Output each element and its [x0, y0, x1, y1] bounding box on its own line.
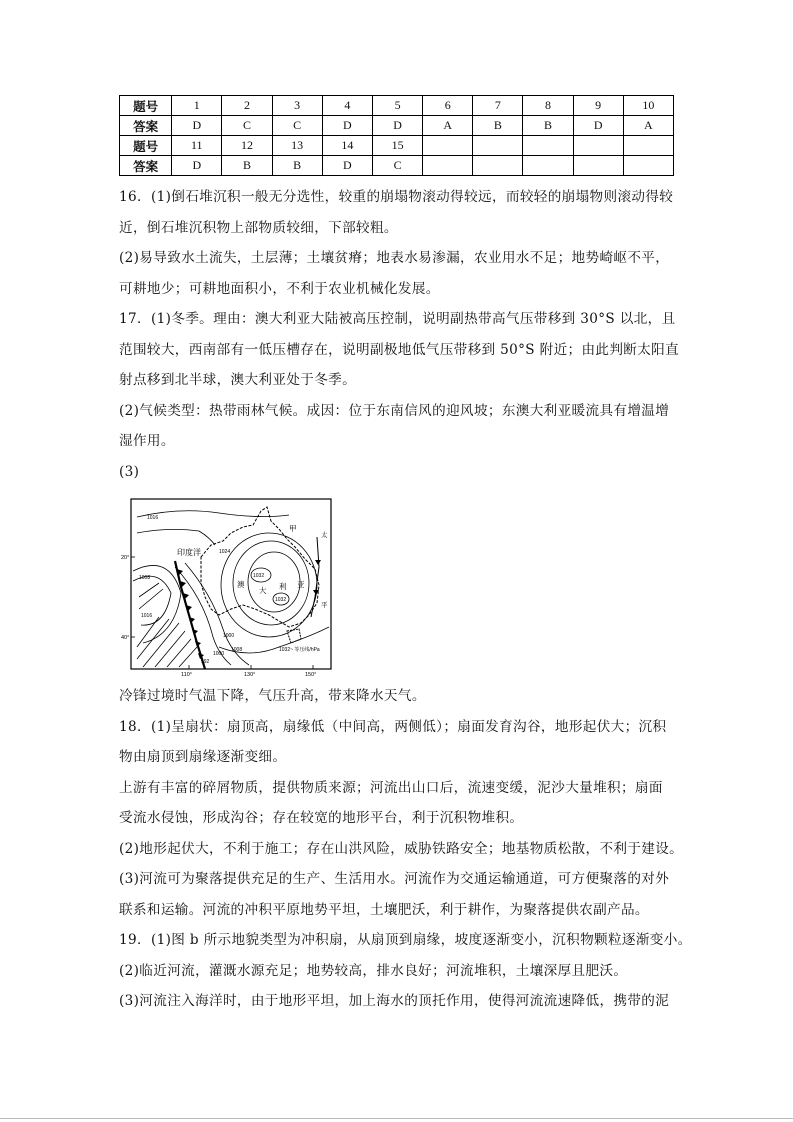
isobar-label: 1008 — [139, 575, 151, 581]
answers-text-lower — [119, 681, 692, 1017]
text-line: 受流水侵蚀，形成沟谷；存在较宽的地形平台，利于沉积物堆积。 — [119, 810, 524, 826]
text-line: 近，倒石堆沉积物上部物质较细，下部较粗。 — [119, 219, 398, 236]
table-cell: 13 — [272, 136, 322, 156]
text-line: 17．(1)冬季。理由：澳大利亚大陆被高压控制，说明副热带高气压带移到 30°S 以北，且 — [119, 311, 676, 327]
table-cell: 4 — [322, 96, 372, 116]
table-cell: 7 — [473, 96, 523, 116]
table-cell: 6 — [423, 96, 473, 116]
land-label-char: 亚 — [297, 580, 305, 589]
text-line: 上游有丰富的碎屑物质，提供物质来源；河流出山口后，流速变缓，泥沙大量堆积；扇面 — [119, 779, 663, 796]
isobar-label: 1024 — [219, 549, 231, 555]
table-cell: 14 — [322, 136, 372, 156]
table-row — [120, 156, 674, 176]
table-row-label: 题号 — [120, 96, 172, 116]
table-cell: C — [272, 116, 322, 136]
text-line: (3)河流注入海洋时，由于地形平坦，加上海水的顶托作用，使得河流流速降低，携带的泥 — [119, 993, 670, 1009]
text-line: (2)地形起伏大，不利于施工；存在山洪风险，威胁铁路安全；地基物质松散，不利于建设。 — [119, 840, 684, 857]
table-cell — [423, 136, 473, 156]
table-cell: 5 — [372, 96, 422, 116]
text-line: 范围较大，西南部有一低压槽存在，说明副极地低气压带移到 50°S 附近；由此判断太阳直 — [119, 341, 680, 358]
table-cell: B — [523, 116, 573, 136]
table-cell: 3 — [272, 96, 322, 116]
page-bottom-divider — [0, 1118, 793, 1119]
table-cell: B — [222, 156, 272, 176]
text-line: 可耕地少；可耕地面积小，不利于农业机械化发展。 — [119, 280, 440, 297]
table-cell: D — [322, 156, 372, 176]
table-cell: C — [372, 156, 422, 176]
text-line: (3) — [119, 463, 140, 480]
table-cell: B — [272, 156, 322, 176]
text-line: (2)临近河流，灌溉水源充足；地势较高，排水良好；河流堆积，土壤深厚且肥沃。 — [119, 962, 628, 979]
table-cell: 10 — [623, 96, 673, 116]
table-cell — [523, 136, 573, 156]
table-cell: A — [423, 116, 473, 136]
ocean-label: 印度洋 — [177, 548, 201, 557]
table-cell: 11 — [172, 136, 222, 156]
table-cell: D — [322, 116, 372, 136]
place-label: 甲 — [289, 524, 297, 533]
table-cell: C — [222, 116, 272, 136]
text-line: 湿作用。 — [119, 433, 175, 449]
latitude-label: 20° — [121, 555, 130, 561]
land-label-char: 大 — [259, 586, 267, 595]
isobar-label: 1032 — [253, 573, 265, 579]
text-line: (2)易导致水土流失，土层薄；土壤贫瘠；地表水易渗漏，农业用水不足；地势崎岖不平， — [119, 250, 670, 266]
table-cell: 9 — [573, 96, 623, 116]
table-cell: 15 — [372, 136, 422, 156]
land-label-char: 澳 — [237, 580, 245, 589]
table-cell: D — [172, 116, 222, 136]
table-cell: A — [623, 116, 673, 136]
place-label: 平 — [321, 602, 328, 609]
text-line: (3)河流可为聚落提供充足的生产、生活用水。河流作为交通运输通道，可方便聚落的对外 — [119, 871, 670, 887]
text-line: 18．(1)呈扇状：扇顶高，扇缘低（中间高，两侧低）；扇面发育沟谷，地形起伏大；沉积 — [119, 718, 667, 735]
isobar-label: 1008 — [231, 647, 243, 653]
table-cell — [573, 156, 623, 176]
longitude-label: 110° — [181, 672, 192, 678]
table-cell — [623, 156, 673, 176]
isobar-label: 1016 — [141, 613, 153, 619]
answers-text-upper — [119, 182, 679, 487]
table-cell — [523, 156, 573, 176]
longitude-label: 150° — [305, 672, 317, 678]
longitude-label: 130° — [244, 672, 256, 678]
table-row-label: 答案 — [120, 116, 172, 136]
place-label: 太 — [321, 532, 328, 539]
table-cell — [473, 136, 523, 156]
text-line: 射点移到北半球，澳大利亚处于冬季。 — [119, 372, 357, 388]
table-cell — [423, 156, 473, 176]
isobar-label: 1032 — [275, 597, 287, 603]
table-cell: D — [172, 156, 222, 176]
text-line: 16．(1)倒石堆沉积一般无分选性，较重的崩塌物滚动得较远，而较轻的崩塌物则滚动得较 — [119, 189, 674, 205]
text-line: 19．(1)图 b 所示地貌类型为冲积扇，从扇顶到扇缘，坡度逐渐变小，沉积物颗粒逐渐变小。 — [119, 932, 692, 948]
table-cell: D — [372, 116, 422, 136]
table-row — [120, 116, 674, 136]
table-cell — [473, 156, 523, 176]
table-cell — [573, 136, 623, 156]
table-cell: 2 — [222, 96, 272, 116]
text-line: (2)气候类型：热带雨林气候。成因：位于东南信风的迎风坡；东澳大利亚暖流具有增温增 — [119, 402, 670, 419]
table-cell: D — [573, 116, 623, 136]
isobar-label: 992 — [201, 659, 210, 665]
text-line: 冷锋过境时气温下降，气压升高，带来降水天气。 — [119, 688, 426, 704]
isobar-label: 1000 — [223, 633, 235, 639]
table-cell: 1 — [172, 96, 222, 116]
land-label-char: 利 — [279, 582, 287, 591]
map-legend: 1032~ 等压线/hPa — [279, 647, 320, 653]
isobar-map-australia — [119, 497, 334, 678]
text-line: 物由扇顶到扇缘逐渐变细。 — [119, 749, 287, 765]
isobar-label: 1016 — [147, 515, 159, 521]
table-row-label: 题号 — [120, 136, 172, 156]
isobar-label: 1000 — [213, 651, 225, 657]
table-row-label: 答案 — [120, 156, 172, 176]
answer-table — [119, 95, 674, 176]
table-cell: B — [473, 116, 523, 136]
table-row — [120, 136, 674, 156]
table-row — [120, 96, 674, 116]
table-cell: 8 — [523, 96, 573, 116]
latitude-label: 40° — [121, 635, 130, 641]
table-cell: 12 — [222, 136, 272, 156]
table-cell — [623, 136, 673, 156]
text-line: 联系和运输。河流的冲积平原地势平坦，土壤肥沃，利于耕作，为聚落提供农副产品。 — [119, 901, 649, 918]
